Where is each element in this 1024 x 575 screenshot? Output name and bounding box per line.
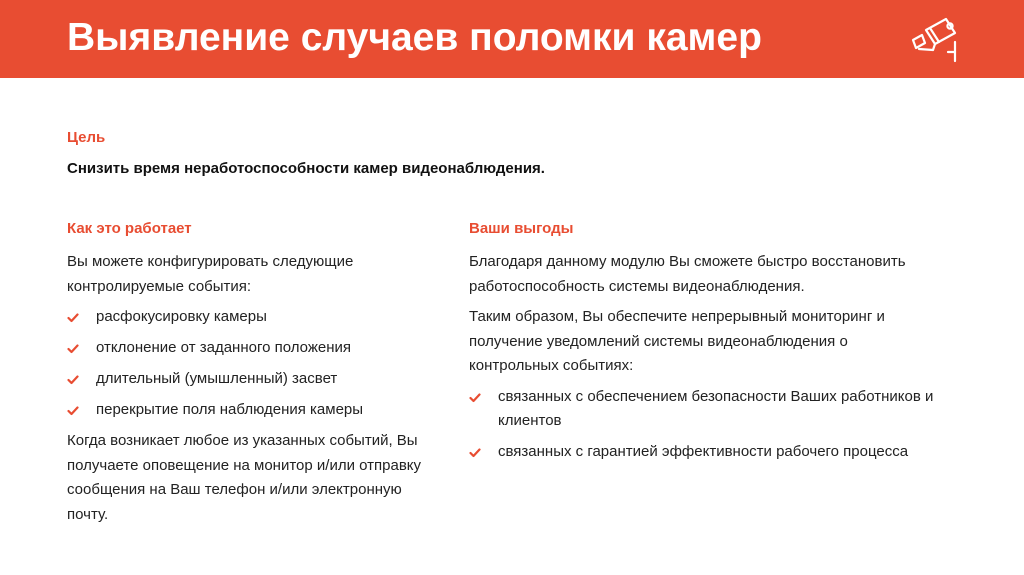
security-camera-icon bbox=[906, 14, 964, 64]
list-item-text: длительный (умышленный) засвет bbox=[96, 370, 338, 387]
list-item bbox=[469, 385, 939, 434]
checkmark-icon bbox=[67, 313, 79, 323]
list-item-text: расфокусировку камеры bbox=[96, 308, 267, 325]
how-it-works-outro: Когда возникает любое из указанных событий, Вы получаете оповещение на монитор и/или отправку сообщения на Ваш телефон и/или электронную почту. bbox=[67, 432, 422, 523]
list-item-text: связанных с гарантией эффективности рабочего процесса bbox=[498, 443, 909, 460]
how-it-works-section bbox=[67, 219, 437, 533]
checkmark-icon bbox=[469, 448, 481, 458]
how-it-works-label: Как это работает bbox=[67, 220, 192, 237]
list-item-text: перекрытие поля наблюдения камеры bbox=[96, 401, 364, 418]
list-item bbox=[67, 398, 437, 423]
goal-text: Снизить время неработоспособности камер видеонаблюдения. bbox=[67, 160, 545, 177]
list-item-text: связанных с обеспечением безопасности Ваших работников и клиентов bbox=[498, 387, 934, 429]
list-item bbox=[469, 440, 939, 465]
header-bar bbox=[0, 0, 1024, 78]
list-item-text: отклонение от заданного положения bbox=[96, 339, 351, 356]
how-it-works-intro: Вы можете конфигурировать следующие контролируемые события: bbox=[67, 253, 354, 295]
goal-label: Цель bbox=[67, 129, 106, 146]
page-title: Выявление случаев поломки камер bbox=[67, 16, 762, 59]
checkmark-icon bbox=[67, 375, 79, 385]
list-item bbox=[67, 367, 437, 392]
goal-section bbox=[67, 128, 947, 179]
benefits-paragraph-1: Благодаря данному модулю Вы сможете быстро восстановить работоспособность системы видеонаблюдения. bbox=[469, 253, 906, 295]
checkmark-icon bbox=[67, 406, 79, 416]
benefits-list bbox=[469, 385, 939, 465]
benefits-label: Ваши выгоды bbox=[469, 220, 574, 237]
checkmark-icon bbox=[67, 344, 79, 354]
checkmark-icon bbox=[469, 393, 481, 403]
event-list bbox=[67, 305, 437, 423]
benefits-section bbox=[469, 219, 939, 471]
list-item bbox=[67, 305, 437, 330]
benefits-paragraph-2: Таким образом, Вы обеспечите непрерывный мониторинг и получение уведомлений системы видеонаблюдения о контрольных событиях: bbox=[469, 308, 885, 374]
list-item bbox=[67, 336, 437, 361]
